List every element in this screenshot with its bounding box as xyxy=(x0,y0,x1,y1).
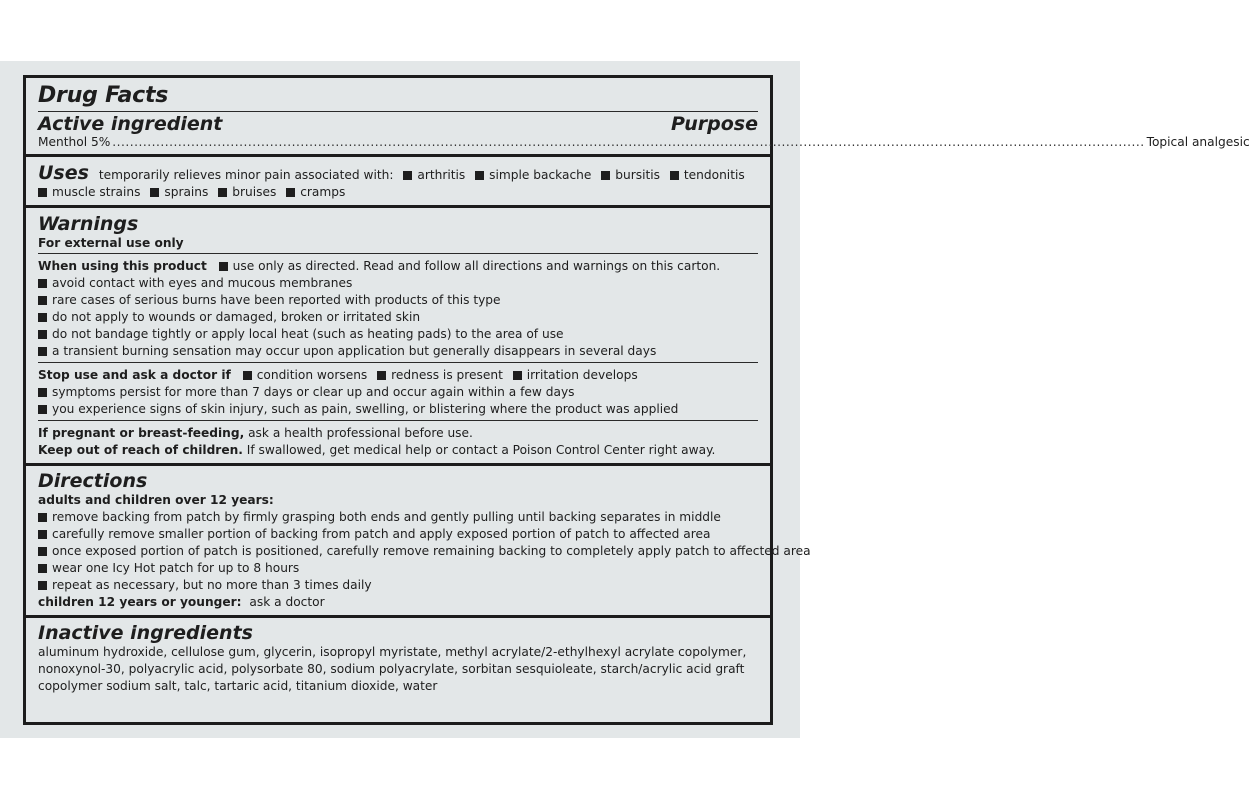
warnings-heading: Warnings xyxy=(38,213,139,235)
uses-heading: Uses xyxy=(38,162,89,184)
warnings-section xyxy=(26,208,770,252)
inactive-ingredients-line: copolymer sodium salt, talc, tartaric acid, titanium dioxide, water xyxy=(38,679,438,693)
pregnant-text: ask a health professional before use. xyxy=(248,426,473,440)
keep-out-text: If swallowed, get medical help or contact a Poison Control Center right away. xyxy=(246,443,716,457)
bullet-square-icon xyxy=(218,188,227,197)
bullet-square-icon xyxy=(38,279,47,288)
bullet-square-icon xyxy=(513,371,522,380)
stop-item: irritation develops xyxy=(513,368,638,382)
stop-item: redness is present xyxy=(377,368,503,382)
active-ingredient-purpose: Topical analgesic xyxy=(1146,135,1250,149)
warnings-rule xyxy=(38,253,758,254)
warning-item: rare cases of serious burns have been reported with products of this type xyxy=(38,292,758,309)
children-under-12-text: ask a doctor xyxy=(249,595,325,609)
bullet-square-icon xyxy=(403,171,412,180)
use-item: tendonitis xyxy=(670,168,745,182)
inactive-ingredients-line: nonoxynol-30, polyacrylic acid, polysorbate 80, sodium polyacrylate, sorbitan sesquioleate, starch/acrylic acid graft xyxy=(38,662,745,676)
bullet-square-icon xyxy=(243,371,252,380)
bullet-square-icon xyxy=(38,330,47,339)
dot-leader: ............................................................................................................................................................................................................................................ xyxy=(112,135,1145,149)
bullet-square-icon xyxy=(38,530,47,539)
bullet-square-icon xyxy=(286,188,295,197)
children-under-12-label: children 12 years or younger: xyxy=(38,595,242,609)
stop-item: you experience signs of skin injury, such as pain, swelling, or blistering where the product was applied xyxy=(38,401,758,418)
bullet-square-icon xyxy=(38,564,47,573)
direction-item: remove backing from patch by firmly grasping both ends and gently pulling until backing separates in middle xyxy=(38,509,758,526)
bullet-square-icon xyxy=(377,371,386,380)
bullet-square-icon xyxy=(38,513,47,522)
use-item: bruises xyxy=(218,185,276,199)
direction-item: carefully remove smaller portion of backing from patch and apply exposed portion of patch to affected area xyxy=(38,526,758,543)
stop-use-label: Stop use and ask a doctor if xyxy=(38,368,231,382)
bullet-square-icon xyxy=(38,188,47,197)
use-item: bursitis xyxy=(601,168,660,182)
bullet-square-icon xyxy=(38,405,47,414)
warnings-rule xyxy=(38,362,758,363)
purpose-heading: Purpose xyxy=(671,113,758,135)
bullet-square-icon xyxy=(670,171,679,180)
bullet-square-icon xyxy=(219,262,228,271)
bullet-square-icon xyxy=(38,296,47,305)
uses-section xyxy=(26,157,770,205)
stop-item: condition worsens xyxy=(243,368,368,382)
bullet-square-icon xyxy=(150,188,159,197)
bullet-square-icon xyxy=(38,347,47,356)
warning-item: a transient burning sensation may occur upon application but generally disappears in several days xyxy=(38,343,758,360)
title-section xyxy=(26,78,770,109)
adults-label: adults and children over 12 years: xyxy=(38,493,274,507)
warning-item: do not bandage tightly or apply local heat (such as heating pads) to the area of use xyxy=(38,326,758,343)
bullet-square-icon xyxy=(38,547,47,556)
when-using-label: When using this product xyxy=(38,259,207,273)
pregnant-label: If pregnant or breast-feeding, xyxy=(38,426,245,440)
direction-item: wear one Icy Hot patch for up to 8 hours xyxy=(38,560,758,577)
warning-item: avoid contact with eyes and mucous membranes xyxy=(38,275,758,292)
bullet-square-icon xyxy=(38,581,47,590)
external-use-notice: For external use only xyxy=(38,236,184,250)
warning-item: do not apply to wounds or damaged, broken or irritated skin xyxy=(38,309,758,326)
stop-item: symptoms persist for more than 7 days or clear up and occur again within a few days xyxy=(38,384,758,401)
active-ingredient-heading: Active ingredient xyxy=(38,113,223,135)
stop-use-block xyxy=(26,367,770,418)
active-ingredient-name: Menthol 5% xyxy=(38,135,111,149)
bullet-square-icon xyxy=(38,313,47,322)
bullet-square-icon xyxy=(601,171,610,180)
bullet-square-icon xyxy=(475,171,484,180)
directions-heading: Directions xyxy=(38,470,148,492)
warning-item: use only as directed. Read and follow all directions and warnings on this carton. xyxy=(219,259,721,273)
when-using-block xyxy=(26,258,770,360)
use-item: cramps xyxy=(286,185,345,199)
use-item: sprains xyxy=(150,185,208,199)
directions-section xyxy=(26,466,811,615)
inactive-ingredients-line: aluminum hydroxide, cellulose gum, glycerin, isopropyl myristate, methyl acrylate/2-ethylhexyl acrylate copolymer, xyxy=(38,645,747,659)
drug-facts-title: Drug Facts xyxy=(38,83,169,108)
use-item: arthritis xyxy=(403,168,465,182)
title-rule xyxy=(38,111,758,112)
direction-item: repeat as necessary, but no more than 3 times daily xyxy=(38,577,758,594)
drug-facts-panel xyxy=(23,75,1250,725)
active-ingredient-section xyxy=(26,113,1250,151)
inactive-ingredients-section xyxy=(26,618,770,695)
uses-intro: temporarily relieves minor pain associated with: xyxy=(98,168,394,182)
warnings-rule xyxy=(38,420,758,421)
use-item: simple backache xyxy=(475,168,591,182)
bullet-square-icon xyxy=(38,388,47,397)
direction-item: once exposed portion of patch is positioned, carefully remove remaining backing to completely apply patch to affected area xyxy=(38,543,758,560)
inactive-ingredients-heading: Inactive ingredients xyxy=(38,622,253,644)
keep-out-label: Keep out of reach of children. xyxy=(38,443,243,457)
use-item: muscle strains xyxy=(38,185,140,199)
pregnancy-children-block xyxy=(26,425,770,463)
